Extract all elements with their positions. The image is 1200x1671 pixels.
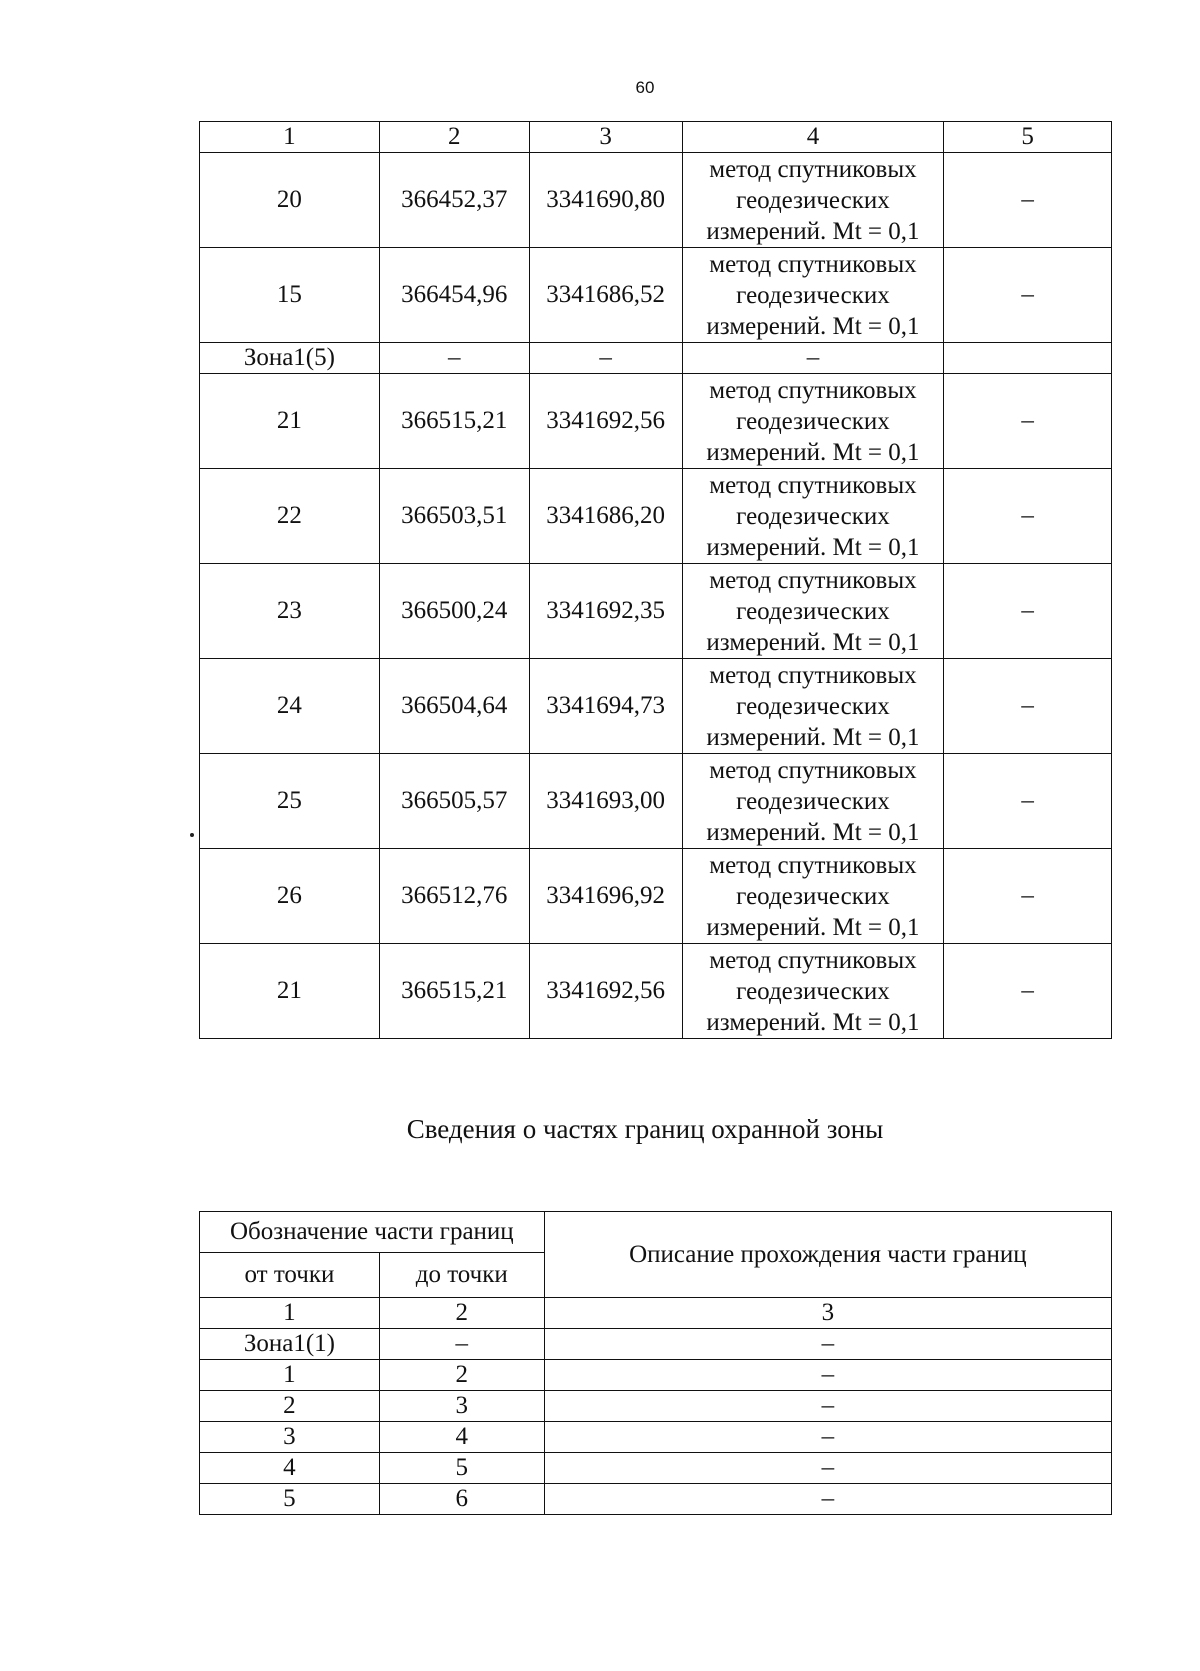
from-point: Зона1(1)	[200, 1329, 380, 1360]
method-line: метод спутниковых	[709, 661, 917, 689]
method-line: геодезических	[736, 692, 890, 720]
description-cell: –	[544, 1360, 1111, 1391]
x-coordinate: 366503,51	[379, 469, 529, 564]
boundary-parts-table	[199, 1211, 1112, 1515]
method-cell	[682, 944, 944, 1039]
x-coordinate: 366512,76	[379, 849, 529, 944]
header-cell: 1	[200, 122, 380, 153]
method-cell	[682, 754, 944, 849]
method-line: измерений. Mt = 0,1	[706, 628, 920, 656]
method-line: геодезических	[736, 502, 890, 530]
method-line: измерений. Mt = 0,1	[706, 913, 920, 941]
method-line: метод спутниковых	[709, 566, 917, 594]
method-line: измерений. Mt = 0,1	[706, 818, 920, 846]
group-header: Обозначение части границ	[200, 1212, 545, 1253]
method-line: измерений. Mt = 0,1	[706, 533, 920, 561]
description-cell: –	[544, 1391, 1111, 1422]
coordinates-table	[199, 121, 1112, 1039]
x-coordinate: 366504,64	[379, 659, 529, 754]
method-line: измерений. Mt = 0,1	[706, 312, 920, 340]
description-cell	[944, 343, 1112, 374]
zone-row	[200, 343, 1112, 374]
from-point: 4	[200, 1453, 380, 1484]
point-id: 22	[200, 469, 380, 564]
to-point: 3	[379, 1391, 544, 1422]
from-point: 5	[200, 1484, 380, 1515]
method-line: метод спутниковых	[709, 851, 917, 879]
y-coordinate: 3341692,35	[529, 564, 682, 659]
method-line: измерений. Mt = 0,1	[706, 1008, 920, 1036]
method-line: геодезических	[736, 977, 890, 1005]
x-coordinate: 366515,21	[379, 374, 529, 469]
point-id: 23	[200, 564, 380, 659]
y-coordinate: 3341696,92	[529, 849, 682, 944]
description-cell: –	[944, 564, 1112, 659]
description-cell: –	[944, 754, 1112, 849]
method-line: метод спутниковых	[709, 756, 917, 784]
y-coordinate: 3341690,80	[529, 153, 682, 248]
description-cell: –	[944, 469, 1112, 564]
table-row	[200, 564, 1112, 659]
table-row	[200, 469, 1112, 564]
x-coordinate: 366454,96	[379, 248, 529, 343]
table-row	[200, 1453, 1112, 1484]
method-line: метод спутниковых	[709, 946, 917, 974]
scan-speck	[190, 833, 194, 837]
method-line: измерений. Mt = 0,1	[706, 438, 920, 466]
description-cell: –	[944, 944, 1112, 1039]
table-row	[200, 153, 1112, 248]
method-cell	[682, 849, 944, 944]
table-row	[200, 1422, 1112, 1453]
column-number: 2	[379, 1298, 544, 1329]
column-number: 3	[544, 1298, 1111, 1329]
method-line: геодезических	[736, 787, 890, 815]
page-number: 60	[635, 78, 655, 97]
column-number-row	[200, 1298, 1112, 1329]
method-line: геодезических	[736, 597, 890, 625]
table-header-row	[200, 1212, 1112, 1253]
from-point: 1	[200, 1360, 380, 1391]
to-point: 2	[379, 1360, 544, 1391]
x-coordinate: –	[379, 343, 529, 374]
x-coordinate: 366452,37	[379, 153, 529, 248]
table-row	[200, 374, 1112, 469]
method-cell	[682, 248, 944, 343]
table-row	[200, 1391, 1112, 1422]
description-cell: –	[944, 849, 1112, 944]
point-id: 24	[200, 659, 380, 754]
method-line: геодезических	[736, 882, 890, 910]
header-cell: 2	[379, 122, 529, 153]
x-coordinate: 366505,57	[379, 754, 529, 849]
header-cell: 4	[682, 122, 944, 153]
method-cell	[682, 564, 944, 659]
description-cell: –	[944, 153, 1112, 248]
method-cell: –	[682, 343, 944, 374]
description-cell: –	[544, 1422, 1111, 1453]
method-line: геодезических	[736, 186, 890, 214]
table-row	[200, 944, 1112, 1039]
column-number: 1	[200, 1298, 380, 1329]
description-cell: –	[544, 1453, 1111, 1484]
description-cell: –	[544, 1329, 1111, 1360]
description-cell: –	[944, 659, 1112, 754]
point-id: 15	[200, 248, 380, 343]
from-point: 2	[200, 1391, 380, 1422]
table-row	[200, 248, 1112, 343]
header-cell: 3	[529, 122, 682, 153]
table-row	[200, 1484, 1112, 1515]
method-line: метод спутниковых	[709, 155, 917, 183]
table-row	[200, 849, 1112, 944]
y-coordinate: 3341694,73	[529, 659, 682, 754]
header-cell: 5	[944, 122, 1112, 153]
method-line: измерений. Mt = 0,1	[706, 217, 920, 245]
point-id: Зона1(5)	[200, 343, 380, 374]
table-row	[200, 1329, 1112, 1360]
x-coordinate: 366515,21	[379, 944, 529, 1039]
method-line: геодезических	[736, 281, 890, 309]
method-line: геодезических	[736, 407, 890, 435]
from-point: 3	[200, 1422, 380, 1453]
description-header: Описание прохождения части границ	[544, 1212, 1111, 1298]
method-cell	[682, 374, 944, 469]
point-id: 21	[200, 944, 380, 1039]
point-id: 25	[200, 754, 380, 849]
y-coordinate: 3341692,56	[529, 944, 682, 1039]
table-header-row	[200, 122, 1112, 153]
y-coordinate: 3341686,52	[529, 248, 682, 343]
method-line: метод спутниковых	[709, 376, 917, 404]
y-coordinate: –	[529, 343, 682, 374]
x-coordinate: 366500,24	[379, 564, 529, 659]
from-point-header: от точки	[200, 1253, 380, 1298]
description-cell: –	[944, 374, 1112, 469]
method-cell	[682, 469, 944, 564]
method-cell	[682, 659, 944, 754]
y-coordinate: 3341686,20	[529, 469, 682, 564]
point-id: 21	[200, 374, 380, 469]
point-id: 26	[200, 849, 380, 944]
method-line: метод спутниковых	[709, 250, 917, 278]
method-cell	[682, 153, 944, 248]
table-row	[200, 1360, 1112, 1391]
description-cell: –	[944, 248, 1112, 343]
method-line: измерений. Mt = 0,1	[706, 723, 920, 751]
to-point: –	[379, 1329, 544, 1360]
y-coordinate: 3341693,00	[529, 754, 682, 849]
to-point: 6	[379, 1484, 544, 1515]
description-cell: –	[544, 1484, 1111, 1515]
section-title: Сведения о частях границ охранной зоны	[406, 1114, 884, 1144]
y-coordinate: 3341692,56	[529, 374, 682, 469]
to-point: 5	[379, 1453, 544, 1484]
table-row	[200, 754, 1112, 849]
table-row	[200, 659, 1112, 754]
to-point-header: до точки	[379, 1253, 544, 1298]
to-point: 4	[379, 1422, 544, 1453]
method-line: метод спутниковых	[709, 471, 917, 499]
point-id: 20	[200, 153, 380, 248]
